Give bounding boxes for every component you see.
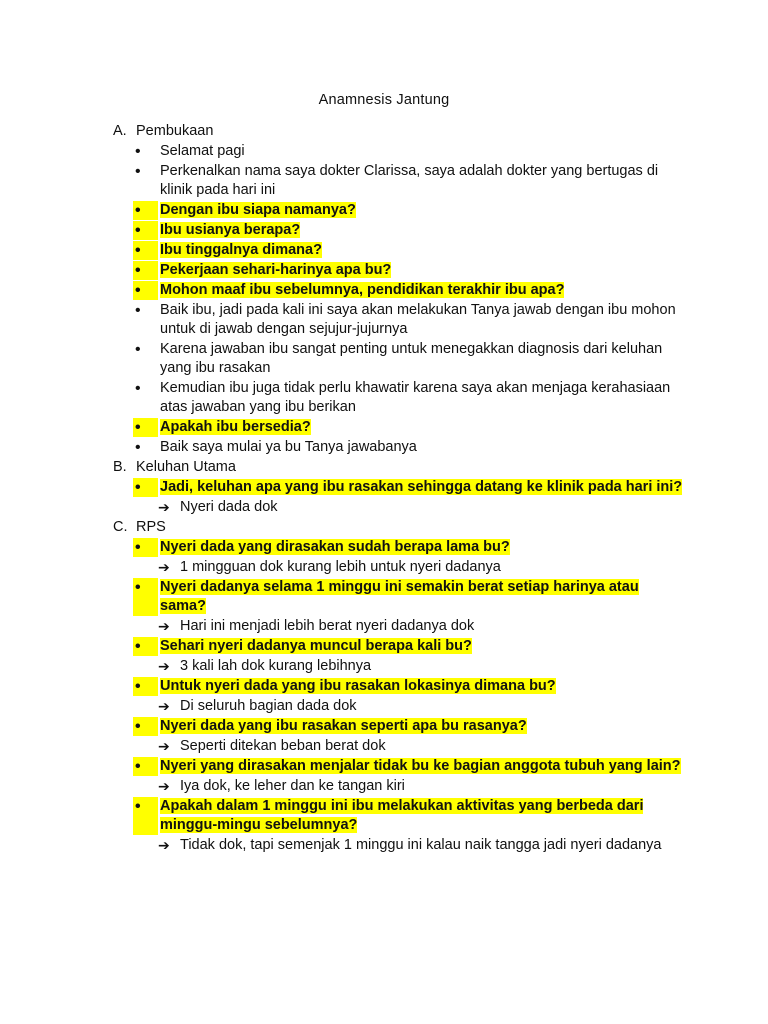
item-text <box>160 797 683 835</box>
section-letter: B. <box>113 459 127 475</box>
answer-text: Nyeri dada dok <box>180 499 278 515</box>
item-text-content: Apakah ibu bersedia? <box>160 419 311 435</box>
item-text <box>160 221 683 240</box>
item-text <box>160 142 683 161</box>
item-text-content: Nyeri dada yang ibu rasakan seperti apa bu rasanya? <box>160 718 527 734</box>
item-text <box>160 677 683 696</box>
bullet-icon: • <box>133 538 158 557</box>
bullet-icon: • <box>135 341 141 358</box>
list-item <box>133 538 683 557</box>
bullet-icon: • <box>135 380 141 397</box>
item-text <box>160 757 683 776</box>
item-text-content: Untuk nyeri dada yang ibu rasakan lokasinya dimana bu? <box>160 678 556 694</box>
bullet-icon: • <box>135 439 141 456</box>
list-item <box>133 438 683 457</box>
answer-item <box>158 836 683 855</box>
item-text <box>160 637 683 656</box>
list-item <box>133 637 683 656</box>
item-text-content: Selamat pagi <box>160 143 245 159</box>
list-item <box>133 241 683 260</box>
bullet-icon: • <box>133 281 158 300</box>
item-text <box>160 379 683 417</box>
section-heading <box>113 518 683 537</box>
item-text <box>160 201 683 220</box>
arrow-right-icon: ➔ <box>158 837 170 853</box>
answer-item <box>158 737 683 756</box>
list-item <box>133 281 683 300</box>
bullet-icon: • <box>133 757 158 776</box>
bullet-icon: • <box>133 578 158 616</box>
item-text-content: Baik saya mulai ya bu Tanya jawabanya <box>160 439 417 455</box>
bullet-icon: • <box>133 717 158 736</box>
answer-item <box>158 657 683 676</box>
item-text-content: Baik ibu, jadi pada kali ini saya akan melakukan Tanya jawab dengan ibu mohon untuk di jawab dengan sejujur-jujurnya <box>160 302 676 337</box>
arrow-right-icon: ➔ <box>158 559 170 575</box>
arrow-right-icon: ➔ <box>158 499 170 515</box>
item-text-content: Apakah dalam 1 minggu ini ibu melakukan aktivitas yang berbeda dari minggu-mingu sebelumnya? <box>160 798 644 833</box>
item-text-content: Nyeri dadanya selama 1 minggu ini semakin berat setiap harinya atau sama? <box>160 579 639 614</box>
document-title: Anamnesis Jantung <box>318 92 450 108</box>
bullet-icon: • <box>135 302 141 319</box>
bullet-icon: • <box>133 677 158 696</box>
bullet-icon: • <box>133 241 158 260</box>
answer-text: Hari ini menjadi lebih berat nyeri dadanya dok <box>180 618 475 634</box>
list-item <box>133 301 683 339</box>
bullet-icon: • <box>135 143 141 160</box>
answer-text: Di seluruh bagian dada dok <box>180 698 357 714</box>
bullet-icon: • <box>133 418 158 437</box>
item-text-content: Pekerjaan sehari-harinya apa bu? <box>160 262 392 278</box>
section-title: RPS <box>136 519 166 535</box>
list-item <box>133 201 683 220</box>
item-text-content: Ibu usianya berapa? <box>160 222 301 238</box>
section-title: Pembukaan <box>136 123 214 139</box>
answer-text: Seperti ditekan beban berat dok <box>180 738 386 754</box>
section-letter: A. <box>113 123 127 139</box>
list-item <box>133 797 683 835</box>
section-heading <box>113 122 683 141</box>
section-list <box>133 538 683 855</box>
answer-item <box>158 558 683 577</box>
answer-item <box>158 498 683 517</box>
arrow-right-icon: ➔ <box>158 778 170 794</box>
bullet-icon: • <box>133 478 158 497</box>
list-item <box>133 142 683 161</box>
bullet-icon: • <box>133 797 158 835</box>
answer-text: Tidak dok, tapi semenjak 1 minggu ini kalau naik tangga jadi nyeri dadanya <box>180 837 662 853</box>
list-item <box>133 340 683 378</box>
item-text <box>160 281 683 300</box>
list-item <box>133 677 683 696</box>
answer-item <box>158 777 683 796</box>
item-text-content: Nyeri dada yang dirasakan sudah berapa lama bu? <box>160 539 510 555</box>
item-text-content: Dengan ibu siapa namanya? <box>160 202 356 218</box>
document-content <box>113 122 683 856</box>
bullet-icon: • <box>133 221 158 240</box>
section-list <box>133 142 683 457</box>
item-text <box>160 162 683 200</box>
item-text-content: Ibu tinggalnya dimana? <box>160 242 322 258</box>
item-text <box>160 261 683 280</box>
arrow-right-icon: ➔ <box>158 658 170 674</box>
answer-text: 1 mingguan dok kurang lebih untuk nyeri dadanya <box>180 559 501 575</box>
bullet-icon: • <box>135 163 141 180</box>
item-text <box>160 241 683 260</box>
list-item <box>133 221 683 240</box>
section-heading <box>113 458 683 477</box>
list-item <box>133 379 683 417</box>
arrow-right-icon: ➔ <box>158 698 170 714</box>
section-letter: C. <box>113 519 128 535</box>
item-text <box>160 717 683 736</box>
item-text <box>160 478 683 497</box>
item-text <box>160 438 683 457</box>
list-item <box>133 478 683 497</box>
item-text-content: Perkenalkan nama saya dokter Clarissa, saya adalah dokter yang bertugas di klinik pada hari ini <box>160 163 659 198</box>
arrow-right-icon: ➔ <box>158 618 170 634</box>
answer-item <box>158 697 683 716</box>
list-item <box>133 418 683 437</box>
item-text-content: Kemudian ibu juga tidak perlu khawatir karena saya akan menjaga kerahasiaan atas jawaban yang ibu berikan <box>160 380 671 415</box>
section-list <box>133 478 683 517</box>
list-item <box>133 757 683 776</box>
list-item <box>133 578 683 616</box>
item-text-content: Mohon maaf ibu sebelumnya, pendidikan terakhir ibu apa? <box>160 282 565 298</box>
item-text <box>160 538 683 557</box>
item-text <box>160 340 683 378</box>
item-text-content: Karena jawaban ibu sangat penting untuk menegakkan diagnosis dari keluhan yang ibu rasakan <box>160 341 663 376</box>
list-item <box>133 261 683 280</box>
answer-text: Iya dok, ke leher dan ke tangan kiri <box>180 778 405 794</box>
bullet-icon: • <box>133 261 158 280</box>
item-text-content: Sehari nyeri dadanya muncul berapa kali bu? <box>160 638 472 654</box>
answer-item <box>158 617 683 636</box>
bullet-icon: • <box>133 637 158 656</box>
arrow-right-icon: ➔ <box>158 738 170 754</box>
bullet-icon: • <box>133 201 158 220</box>
list-item <box>133 162 683 200</box>
item-text <box>160 578 683 616</box>
item-text-content: Nyeri yang dirasakan menjalar tidak bu ke bagian anggota tubuh yang lain? <box>160 758 681 774</box>
section-title: Keluhan Utama <box>136 459 236 475</box>
list-item <box>133 717 683 736</box>
item-text <box>160 301 683 339</box>
item-text <box>160 418 683 437</box>
answer-text: 3 kali lah dok kurang lebihnya <box>180 658 372 674</box>
item-text-content: Jadi, keluhan apa yang ibu rasakan sehingga datang ke klinik pada hari ini? <box>160 479 683 495</box>
